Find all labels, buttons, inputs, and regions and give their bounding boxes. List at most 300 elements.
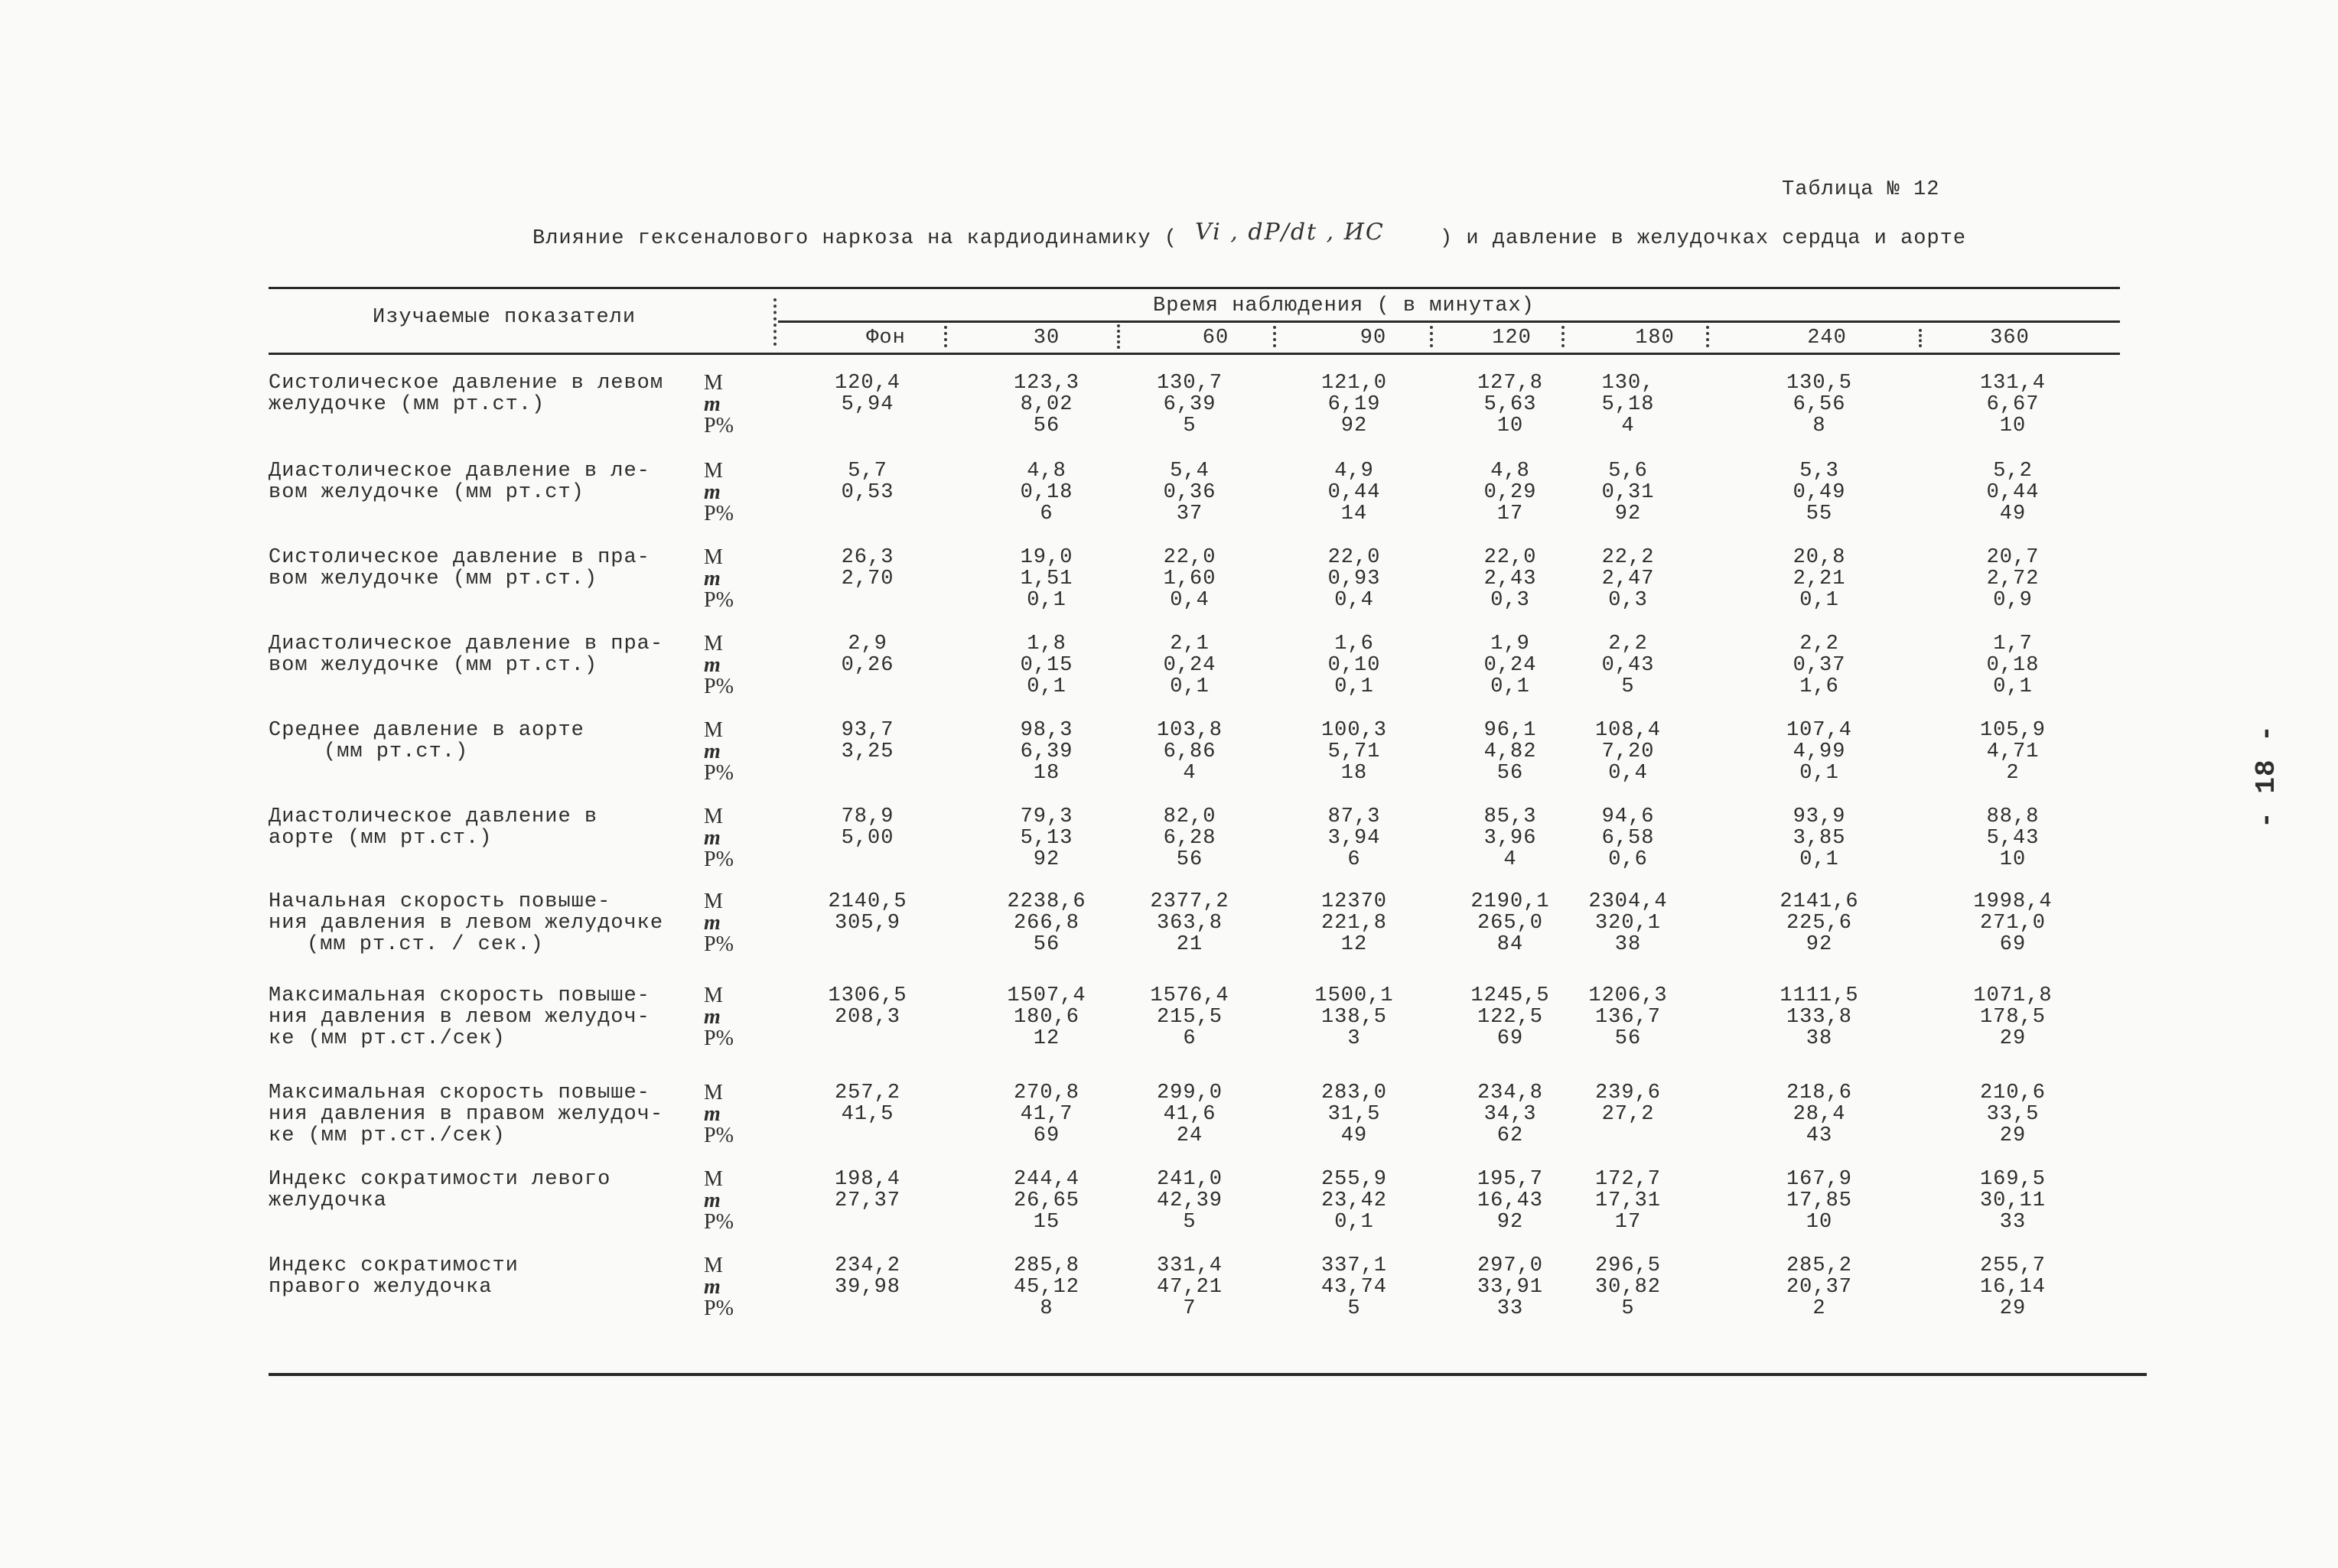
cell-value: 4 xyxy=(1183,762,1197,785)
cell-value: 0,1 xyxy=(1490,675,1530,698)
table-row xyxy=(0,806,2295,875)
cell-value: 283,0 xyxy=(1320,1082,1387,1104)
cell-value: 7,20 xyxy=(1601,740,1655,763)
cell-value: 41,7 xyxy=(1020,1103,1073,1126)
indicator-label: Индекс сократимости левого xyxy=(269,1168,611,1191)
stat-label-error: m xyxy=(704,911,721,935)
indicator-label: (мм рт.ст. / сек.) xyxy=(307,933,544,956)
cell-value: 0,4 xyxy=(1608,762,1648,785)
indicator-label: вом желудочке (мм рт.ст) xyxy=(269,481,584,504)
stat-label-error: m xyxy=(704,1189,721,1212)
indicator-label: Максимальная скорость повыше- xyxy=(269,984,650,1007)
header-bottom-rule xyxy=(269,353,2120,355)
cell-value: 30,82 xyxy=(1594,1276,1661,1299)
stat-label-mean: M xyxy=(704,890,723,913)
cell-value: 0,1 xyxy=(1799,848,1839,871)
cell-value: 10 xyxy=(1806,1211,1833,1234)
cell-value: 122,5 xyxy=(1477,1006,1543,1029)
cell-value: 225,6 xyxy=(1786,912,1852,935)
cell-value: 34,3 xyxy=(1483,1103,1537,1126)
cell-value: 0,3 xyxy=(1490,589,1530,612)
cell-value: 33 xyxy=(1496,1297,1524,1320)
cell-value: 107,4 xyxy=(1786,719,1852,742)
cell-value: 5,6 xyxy=(1608,460,1648,483)
table-row xyxy=(0,1082,2295,1151)
cell-value: 29 xyxy=(1999,1297,2027,1320)
cell-value: 82,0 xyxy=(1163,805,1216,828)
cell-value: 98,3 xyxy=(1020,719,1073,742)
stat-label-error: m xyxy=(704,826,721,850)
cell-value: 1,6 xyxy=(1334,633,1374,656)
stat-label-mean: M xyxy=(704,545,723,569)
cell-value: 0,24 xyxy=(1163,654,1216,677)
cell-value: 1,8 xyxy=(1027,633,1066,656)
cell-value: 120,4 xyxy=(834,372,900,395)
cell-value: 130, xyxy=(1601,372,1655,395)
cell-value: 92 xyxy=(1496,1211,1524,1234)
stat-label-error: m xyxy=(704,1102,721,1126)
cell-value: 1111,5 xyxy=(1780,984,1859,1007)
cell-value: 297,0 xyxy=(1477,1254,1543,1277)
cell-value: 0,44 xyxy=(1986,481,2040,504)
cell-value: 285,8 xyxy=(1013,1254,1079,1277)
cell-value: 20,37 xyxy=(1786,1276,1852,1299)
cell-value: 5,3 xyxy=(1799,460,1839,483)
stat-label-mean: M xyxy=(704,718,723,742)
table-bottom-rule xyxy=(269,1373,2147,1376)
cell-value: 0,24 xyxy=(1483,654,1537,677)
cell-value: 5,94 xyxy=(841,393,894,416)
cell-value: 0,31 xyxy=(1601,481,1655,504)
cell-value: 6,39 xyxy=(1163,393,1216,416)
cell-value: 234,2 xyxy=(834,1254,900,1277)
cell-value: 5,43 xyxy=(1986,827,2040,850)
cell-value: 19,0 xyxy=(1020,546,1073,569)
cell-value: 0,4 xyxy=(1334,589,1374,612)
cell-value: 0,37 xyxy=(1793,654,1846,677)
cell-value: 8 xyxy=(1040,1297,1053,1320)
cell-value: 271,0 xyxy=(1979,912,2046,935)
stat-label-mean: M xyxy=(704,459,723,483)
cell-value: 1,7 xyxy=(1993,633,2033,656)
cell-value: 37 xyxy=(1176,503,1203,525)
cell-value: 0,10 xyxy=(1327,654,1381,677)
stat-label-significance: P% xyxy=(704,414,734,438)
cell-value: 172,7 xyxy=(1594,1168,1661,1191)
indicator-label: Индекс сократимости xyxy=(269,1254,519,1277)
cell-value: 30,11 xyxy=(1979,1189,2046,1212)
cell-value: 1507,4 xyxy=(1007,984,1086,1007)
cell-value: 92 xyxy=(1033,848,1060,871)
cell-value: 195,7 xyxy=(1477,1168,1543,1191)
cell-value: 337,1 xyxy=(1320,1254,1387,1277)
cell-value: 2140,5 xyxy=(828,890,907,913)
indicator-label: ния давления в правом желудоч- xyxy=(269,1103,664,1126)
cell-value: 4 xyxy=(1503,848,1517,871)
cell-value: 93,9 xyxy=(1793,805,1846,828)
cell-value: 17 xyxy=(1496,503,1524,525)
cell-value: 0,36 xyxy=(1163,481,1216,504)
cell-value: 103,8 xyxy=(1156,719,1223,742)
cell-value: 121,0 xyxy=(1320,372,1387,395)
cell-value: 0,3 xyxy=(1608,589,1648,612)
cell-value: 5,13 xyxy=(1020,827,1073,850)
column-header-90: 90 xyxy=(1359,327,1387,350)
cell-value: 8,02 xyxy=(1020,393,1073,416)
cell-value: 3,25 xyxy=(841,740,894,763)
stat-label-mean: M xyxy=(704,1254,723,1277)
cell-value: 26,65 xyxy=(1013,1189,1079,1212)
cell-value: 5 xyxy=(1621,675,1635,698)
column-header-120: 120 xyxy=(1492,327,1532,350)
cell-value: 21 xyxy=(1176,933,1203,956)
column-separator xyxy=(1561,326,1565,347)
cell-value: 270,8 xyxy=(1013,1082,1079,1104)
cell-value: 94,6 xyxy=(1601,805,1655,828)
cell-value: 93,7 xyxy=(841,719,894,742)
indicator-label: аорте (мм рт.ст.) xyxy=(269,827,493,850)
cell-value: 42,39 xyxy=(1156,1189,1223,1212)
cell-value: 1,9 xyxy=(1490,633,1530,656)
cell-value: 8 xyxy=(1812,415,1826,438)
indicator-label: вом желудочке (мм рт.ст.) xyxy=(269,568,598,590)
cell-value: 0,49 xyxy=(1793,481,1846,504)
cell-value: 92 xyxy=(1340,415,1368,438)
cell-value: 79,3 xyxy=(1020,805,1073,828)
cell-value: 5 xyxy=(1347,1297,1361,1320)
cell-value: 88,8 xyxy=(1986,805,2040,828)
cell-value: 87,3 xyxy=(1327,805,1381,828)
cell-value: 0,1 xyxy=(1027,589,1066,612)
column-header-180: 180 xyxy=(1635,327,1675,350)
cell-value: 0,26 xyxy=(841,654,894,677)
stat-label-significance: P% xyxy=(704,847,734,871)
stat-label-error: m xyxy=(704,1275,721,1299)
cell-value: 3,85 xyxy=(1793,827,1846,850)
cell-value: 244,4 xyxy=(1013,1168,1079,1191)
table-number: Таблица № 12 xyxy=(1782,178,1940,201)
cell-value: 1306,5 xyxy=(828,984,907,1007)
cell-value: 2,1 xyxy=(1170,633,1210,656)
cell-value: 2,47 xyxy=(1601,568,1655,590)
cell-value: 24 xyxy=(1176,1124,1203,1147)
cell-value: 27,2 xyxy=(1601,1103,1655,1126)
cell-value: 265,0 xyxy=(1477,912,1543,935)
indicator-label: (мм рт.ст.) xyxy=(324,740,469,763)
cell-value: 7 xyxy=(1183,1297,1197,1320)
cell-value: 49 xyxy=(1340,1124,1368,1147)
cell-value: 5,71 xyxy=(1327,740,1381,763)
cell-value: 178,5 xyxy=(1979,1006,2046,1029)
cell-value: 105,9 xyxy=(1979,719,2046,742)
cell-value: 2,2 xyxy=(1799,633,1839,656)
cell-value: 10 xyxy=(1999,848,2027,871)
stat-label-mean: M xyxy=(704,984,723,1007)
cell-value: 1071,8 xyxy=(1973,984,2053,1007)
cell-value: 1206,3 xyxy=(1588,984,1668,1007)
indicator-label: Среднее давление в аорте xyxy=(269,719,584,742)
stat-label-error: m xyxy=(704,480,721,504)
cell-value: 85,3 xyxy=(1483,805,1537,828)
cell-value: 6 xyxy=(1347,848,1361,871)
cell-value: 6,56 xyxy=(1793,393,1846,416)
cell-value: 5,18 xyxy=(1601,393,1655,416)
cell-value: 2190,1 xyxy=(1470,890,1550,913)
cell-value: 136,7 xyxy=(1594,1006,1661,1029)
stat-label-significance: P% xyxy=(704,502,734,525)
cell-value: 218,6 xyxy=(1786,1082,1852,1104)
cell-value: 27,37 xyxy=(834,1189,900,1212)
cell-value: 84 xyxy=(1496,933,1524,956)
indicator-label: Систолическое давление в левом xyxy=(269,372,664,395)
cell-value: 12370 xyxy=(1320,890,1387,913)
cell-value: 239,6 xyxy=(1594,1082,1661,1104)
cell-value: 241,0 xyxy=(1156,1168,1223,1191)
cell-value: 208,3 xyxy=(834,1006,900,1029)
cell-value: 180,6 xyxy=(1013,1006,1079,1029)
indicator-label: ния давления в левом желудочке xyxy=(269,912,664,935)
cell-value: 33 xyxy=(1999,1211,2027,1234)
cell-value: 2 xyxy=(2006,762,2020,785)
cell-value: 6,86 xyxy=(1163,740,1216,763)
cell-value: 29 xyxy=(1999,1027,2027,1050)
column-separator xyxy=(773,298,777,346)
cell-value: 5,7 xyxy=(848,460,887,483)
cell-value: 20,7 xyxy=(1986,546,2040,569)
cell-value: 62 xyxy=(1496,1124,1524,1147)
cell-value: 305,9 xyxy=(834,912,900,935)
cell-value: 2,70 xyxy=(841,568,894,590)
cell-value: 69 xyxy=(1999,933,2027,956)
stat-label-error: m xyxy=(704,653,721,677)
time-group-header: Время наблюдения ( в минутах) xyxy=(1153,294,1535,317)
cell-value: 55 xyxy=(1806,503,1833,525)
cell-value: 69 xyxy=(1496,1027,1524,1050)
cell-value: 15 xyxy=(1033,1211,1060,1234)
cell-value: 198,4 xyxy=(834,1168,900,1191)
cell-value: 12 xyxy=(1033,1027,1060,1050)
table-title-prefix: Влияние гексеналового наркоза на кардиодинамику ( xyxy=(532,227,1177,250)
column-separator xyxy=(1430,326,1433,347)
stat-label-significance: P% xyxy=(704,1026,734,1050)
cell-value: 320,1 xyxy=(1594,912,1661,935)
cell-value: 0,1 xyxy=(1993,675,2033,698)
stat-label-mean: M xyxy=(704,371,723,395)
cell-value: 78,9 xyxy=(841,805,894,828)
cell-value: 14 xyxy=(1340,503,1368,525)
page-number: - 18 - xyxy=(2251,724,2282,828)
cell-value: 17 xyxy=(1614,1211,1642,1234)
cell-value: 4,8 xyxy=(1027,460,1066,483)
cell-value: 56 xyxy=(1614,1027,1642,1050)
cell-value: 49 xyxy=(1999,503,2027,525)
indicator-label: желудочка xyxy=(269,1189,387,1212)
cell-value: 138,5 xyxy=(1320,1006,1387,1029)
stat-label-mean: M xyxy=(704,1167,723,1191)
column-separator xyxy=(944,326,947,347)
cell-value: 131,4 xyxy=(1979,372,2046,395)
cell-value: 100,3 xyxy=(1320,719,1387,742)
cell-value: 33,5 xyxy=(1986,1103,2040,1126)
cell-value: 1500,1 xyxy=(1314,984,1394,1007)
cell-value: 41,5 xyxy=(841,1103,894,1126)
cell-value: 4 xyxy=(1621,415,1635,438)
cell-value: 92 xyxy=(1614,503,1642,525)
stat-label-mean: M xyxy=(704,632,723,656)
stat-label-significance: P% xyxy=(704,761,734,785)
table-row xyxy=(0,891,2295,960)
column-header-60: 60 xyxy=(1202,327,1229,350)
cell-value: 0,43 xyxy=(1601,654,1655,677)
cell-value: 2 xyxy=(1812,1297,1826,1320)
indicator-label: Диастолическое давление в xyxy=(269,805,598,828)
cell-value: 0,18 xyxy=(1020,481,1073,504)
cell-value: 363,8 xyxy=(1156,912,1223,935)
cell-value: 210,6 xyxy=(1979,1082,2046,1104)
cell-value: 2,2 xyxy=(1608,633,1648,656)
stat-label-significance: P% xyxy=(704,1210,734,1234)
time-group-rule xyxy=(778,320,2120,323)
cell-value: 0,1 xyxy=(1334,1211,1374,1234)
cell-value: 5,63 xyxy=(1483,393,1537,416)
column-separator xyxy=(1706,326,1709,347)
cell-value: 3,94 xyxy=(1327,827,1381,850)
cell-value: 4,82 xyxy=(1483,740,1537,763)
cell-value: 2304,4 xyxy=(1588,890,1668,913)
cell-value: 4,99 xyxy=(1793,740,1846,763)
cell-value: 18 xyxy=(1033,762,1060,785)
table-row xyxy=(0,1169,2295,1238)
table-row xyxy=(0,547,2295,616)
indicator-label: вом желудочке (мм рт.ст.) xyxy=(269,654,598,677)
cell-value: 33,91 xyxy=(1477,1276,1543,1299)
cell-value: 6 xyxy=(1183,1027,1197,1050)
cell-value: 12 xyxy=(1340,933,1368,956)
indicator-label: желудочке (мм рт.ст.) xyxy=(269,393,545,416)
cell-value: 1998,4 xyxy=(1973,890,2053,913)
table-row xyxy=(0,633,2295,702)
cell-value: 56 xyxy=(1033,415,1060,438)
stat-label-significance: P% xyxy=(704,588,734,612)
cell-value: 2141,6 xyxy=(1780,890,1859,913)
cell-value: 56 xyxy=(1033,933,1060,956)
cell-value: 2238,6 xyxy=(1007,890,1086,913)
cell-value: 123,3 xyxy=(1013,372,1079,395)
cell-value: 0,15 xyxy=(1020,654,1073,677)
cell-value: 2,43 xyxy=(1483,568,1537,590)
cell-value: 1245,5 xyxy=(1470,984,1550,1007)
cell-value: 1,6 xyxy=(1799,675,1839,698)
cell-value: 16,14 xyxy=(1979,1276,2046,1299)
cell-value: 18 xyxy=(1340,762,1368,785)
stat-label-mean: M xyxy=(704,805,723,828)
cell-value: 255,9 xyxy=(1320,1168,1387,1191)
cell-value: 130,7 xyxy=(1156,372,1223,395)
cell-value: 2,21 xyxy=(1793,568,1846,590)
cell-value: 5 xyxy=(1621,1297,1635,1320)
cell-value: 0,93 xyxy=(1327,568,1381,590)
indicator-label: ния давления в левом желудоч- xyxy=(269,1006,650,1029)
stat-label-mean: M xyxy=(704,1081,723,1104)
cell-value: 43,74 xyxy=(1320,1276,1387,1299)
table-row xyxy=(0,1255,2295,1324)
cell-value: 2,72 xyxy=(1986,568,2040,590)
indicator-label: Начальная скорость повыше- xyxy=(269,890,611,913)
stat-label-significance: P% xyxy=(704,932,734,956)
cell-value: 2,9 xyxy=(848,633,887,656)
cell-value: 133,8 xyxy=(1786,1006,1852,1029)
cell-value: 1,60 xyxy=(1163,568,1216,590)
cell-value: 331,4 xyxy=(1156,1254,1223,1277)
cell-value: 285,2 xyxy=(1786,1254,1852,1277)
column-header-360: 360 xyxy=(1990,327,2030,350)
stat-label-significance: P% xyxy=(704,675,734,698)
cell-value: 255,7 xyxy=(1979,1254,2046,1277)
cell-value: 5,4 xyxy=(1170,460,1210,483)
cell-value: 3,96 xyxy=(1483,827,1537,850)
table-title-suffix: ) и давление в желудочках сердца и аорте xyxy=(1440,227,1967,250)
cell-value: 0,9 xyxy=(1993,589,2033,612)
cell-value: 169,5 xyxy=(1979,1168,2046,1191)
indicators-header: Изучаемые показатели xyxy=(373,306,637,329)
cell-value: 0,1 xyxy=(1799,589,1839,612)
column-header-Фон: Фон xyxy=(866,327,906,350)
table-row xyxy=(0,372,2295,441)
cell-value: 56 xyxy=(1496,762,1524,785)
cell-value: 1,51 xyxy=(1020,568,1073,590)
indicator-label: Систолическое давление в пра- xyxy=(269,546,650,569)
cell-value: 22,0 xyxy=(1327,546,1381,569)
cell-value: 5 xyxy=(1183,415,1197,438)
table-row xyxy=(0,985,2295,1054)
cell-value: 0,18 xyxy=(1986,654,2040,677)
cell-value: 6,58 xyxy=(1601,827,1655,850)
cell-value: 41,6 xyxy=(1163,1103,1216,1126)
cell-value: 28,4 xyxy=(1793,1103,1846,1126)
cell-value: 108,4 xyxy=(1594,719,1661,742)
indicator-label: ке (мм рт.ст./сек) xyxy=(269,1027,506,1050)
cell-value: 0,29 xyxy=(1483,481,1537,504)
cell-value: 5,2 xyxy=(1993,460,2033,483)
indicator-label: Диастолическое давление в ле- xyxy=(269,460,650,483)
cell-value: 0,1 xyxy=(1334,675,1374,698)
column-header-240: 240 xyxy=(1807,327,1847,350)
cell-value: 20,8 xyxy=(1793,546,1846,569)
cell-value: 6,39 xyxy=(1020,740,1073,763)
cell-value: 23,42 xyxy=(1320,1189,1387,1212)
cell-value: 215,5 xyxy=(1156,1006,1223,1029)
cell-value: 39,98 xyxy=(834,1276,900,1299)
column-separator xyxy=(1273,326,1276,347)
cell-value: 1576,4 xyxy=(1150,984,1229,1007)
cell-value: 296,5 xyxy=(1594,1254,1661,1277)
cell-value: 45,12 xyxy=(1013,1276,1079,1299)
cell-value: 22,0 xyxy=(1483,546,1537,569)
cell-value: 56 xyxy=(1176,848,1203,871)
indicator-label: правого желудочка xyxy=(269,1276,493,1299)
cell-value: 234,8 xyxy=(1477,1082,1543,1104)
cell-value: 2377,2 xyxy=(1150,890,1229,913)
stat-label-error: m xyxy=(704,740,721,763)
cell-value: 0,1 xyxy=(1170,675,1210,698)
cell-value: 0,4 xyxy=(1170,589,1210,612)
stat-label-error: m xyxy=(704,1005,721,1029)
header-top-rule xyxy=(269,287,2120,289)
cell-value: 6 xyxy=(1040,503,1053,525)
cell-value: 3 xyxy=(1347,1027,1361,1050)
cell-value: 96,1 xyxy=(1483,719,1537,742)
cell-value: 5,00 xyxy=(841,827,894,850)
